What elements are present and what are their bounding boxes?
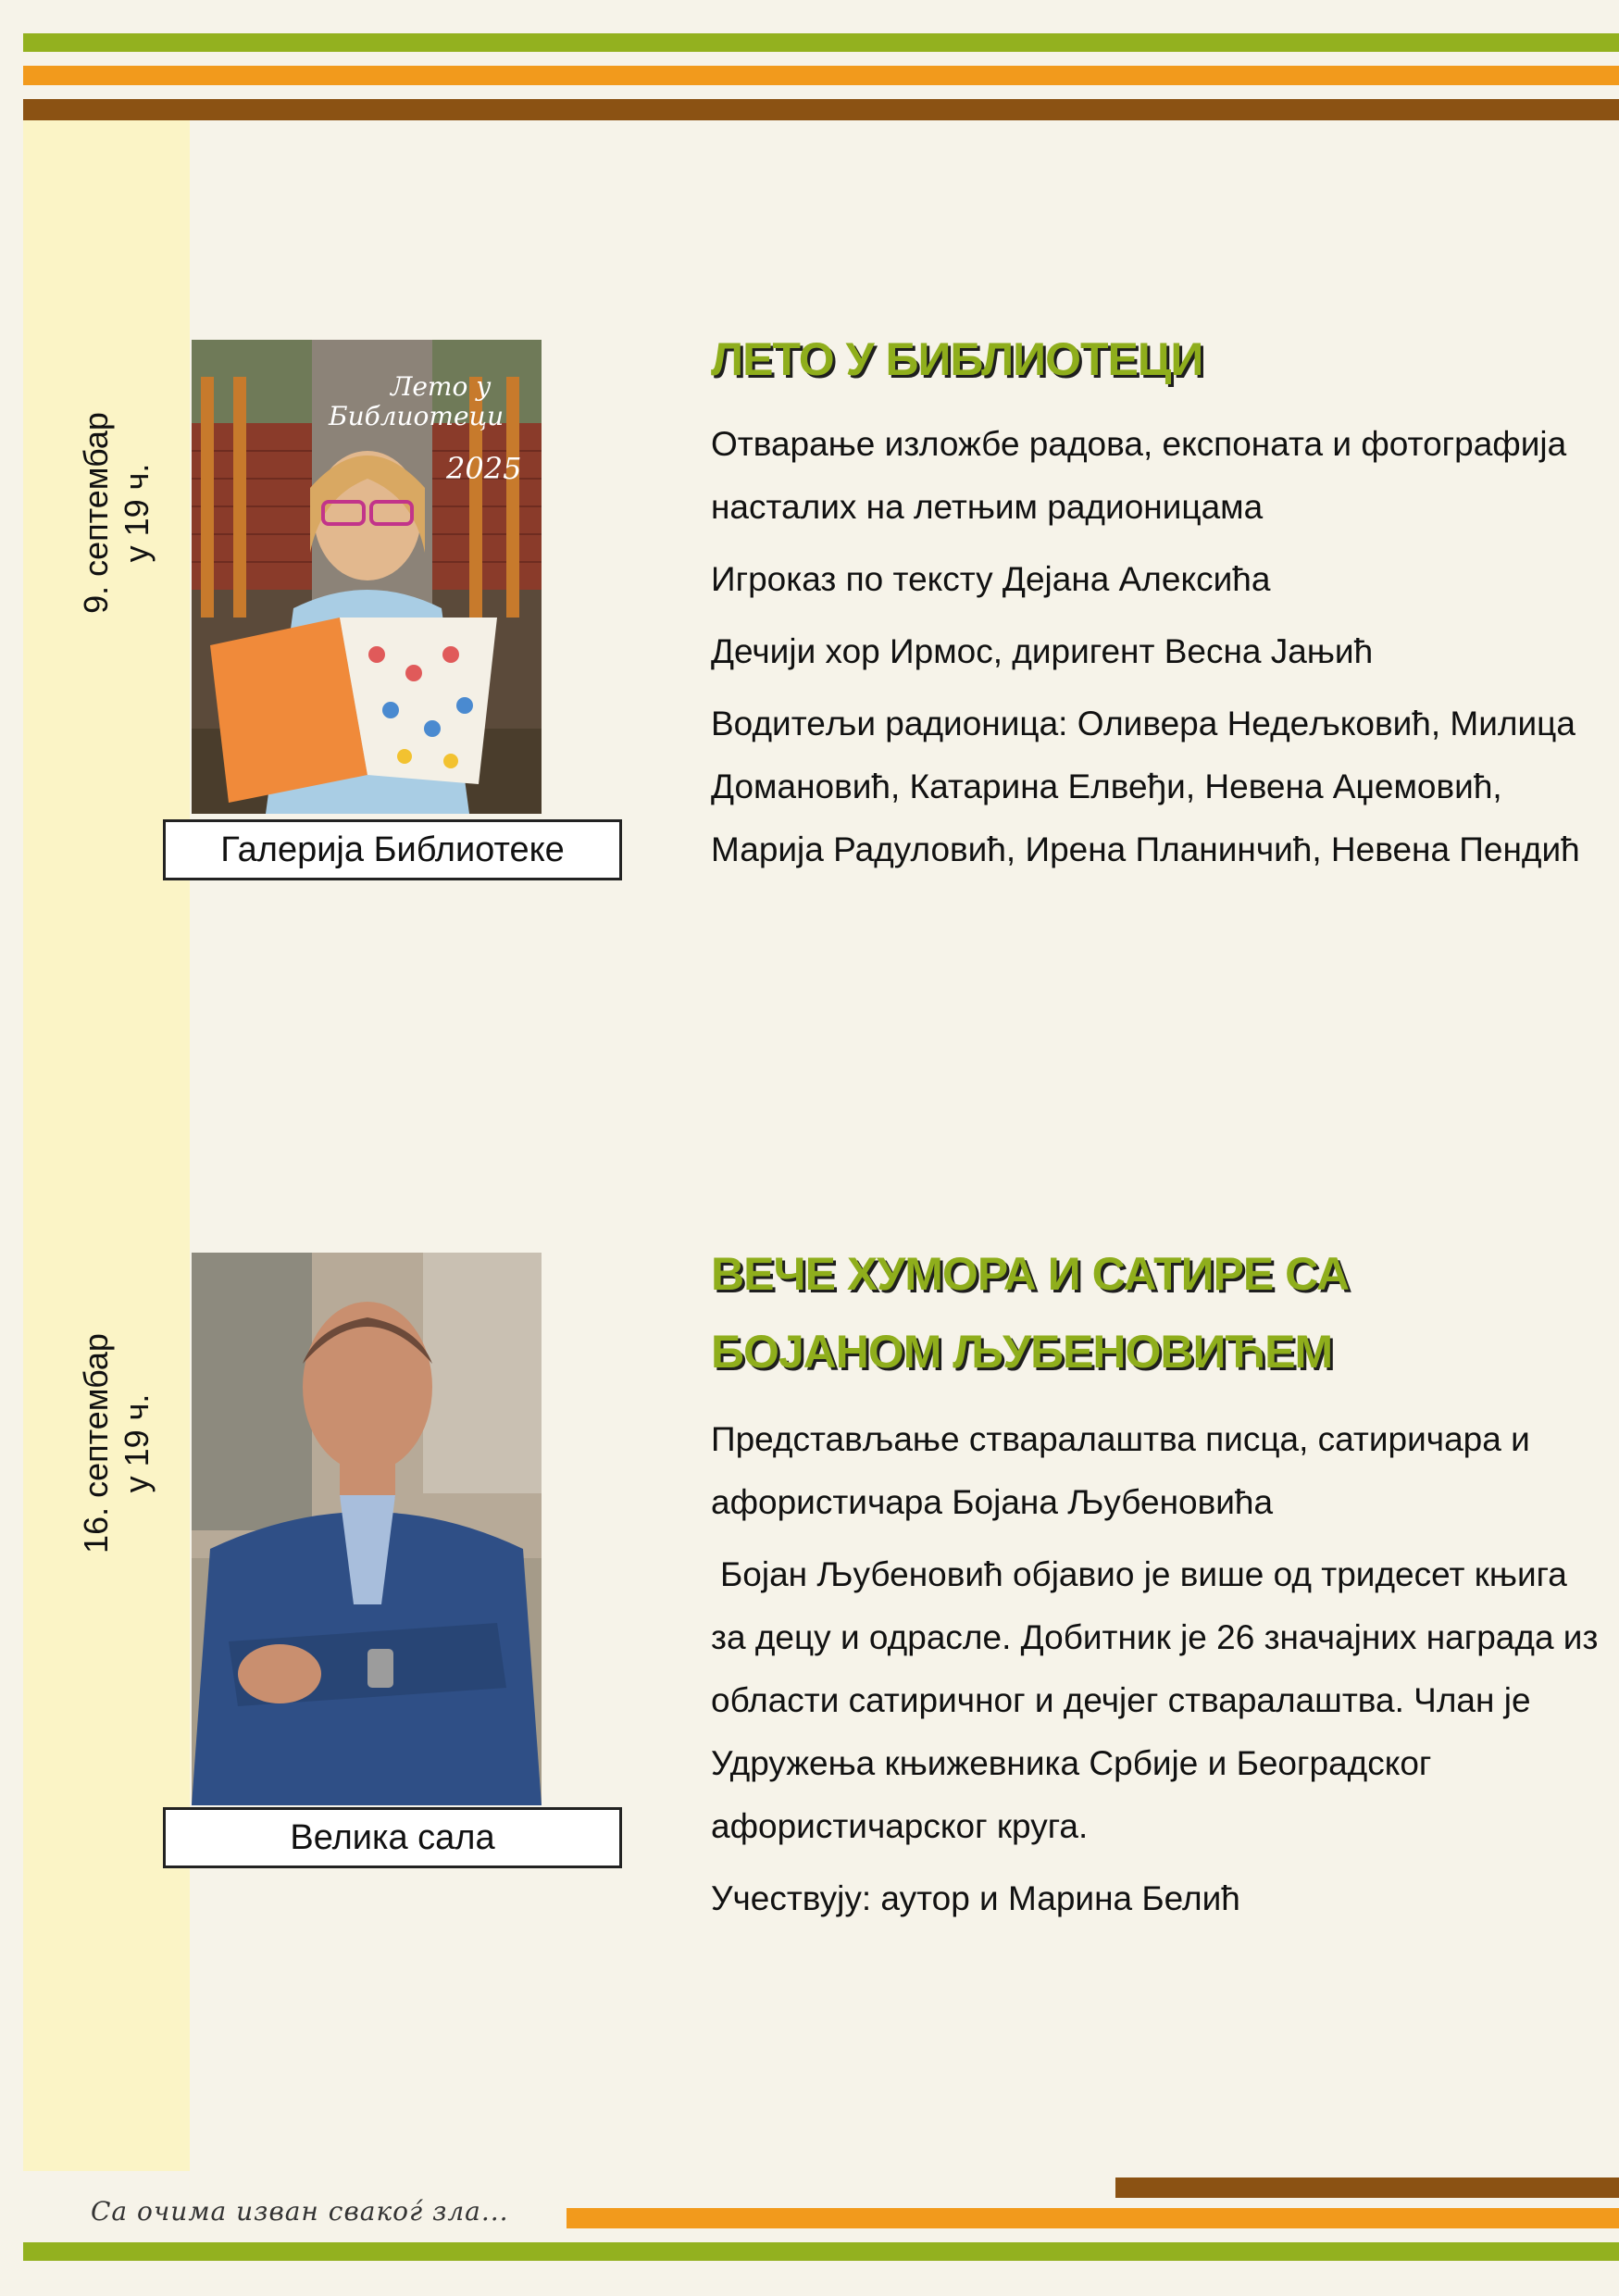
event-venue: Галерија Библиотеке: [163, 819, 622, 880]
event-paragraph: Учествују: аутор и Марина Белић: [711, 1879, 1240, 1917]
event-venue: Велика сала: [163, 1807, 622, 1868]
event-date-day: 9. септембар: [77, 412, 115, 614]
event-paragraph: Игроказ по тексту Дејана Алексића: [711, 560, 1271, 598]
event-date: [76, 1304, 157, 1582]
top-brown-bar: [23, 99, 1619, 120]
event-title: ЛЕТО У БИБЛИОТЕЦИ: [711, 333, 1203, 385]
event-date: [76, 374, 157, 652]
bottom-orange-bar: [567, 2208, 1619, 2228]
photo-caption-line1: Лето у: [391, 371, 492, 402]
bottom-brown-bar: [1115, 2177, 1619, 2198]
footer-motto: Са очима изван свакоѓ зла...: [91, 2196, 509, 2227]
event-date-time: у 19 ч.: [118, 463, 156, 563]
event-title: [711, 1235, 1600, 1391]
event-title-line: БОЈАНОМ ЉУБЕНОВИЋЕМ: [711, 1326, 1333, 1378]
event-description: [711, 413, 1600, 891]
event-paragraph: Представљање стваралаштва писца, сатиричара и афористичара Бојана Љубеновића: [711, 1420, 1530, 1521]
event-paragraph: Дечији хор Ирмос, диригент Весна Јањић: [711, 632, 1374, 670]
author-photo: [192, 1253, 542, 1805]
top-green-bar: [23, 33, 1619, 52]
event-date-day: 16. септембар: [77, 1333, 115, 1554]
event-title-line: ВЕЧЕ ХУМОРА И САТИРЕ СА: [711, 1248, 1350, 1300]
top-orange-bar: [23, 66, 1619, 85]
event-date-time: у 19 ч.: [118, 1393, 156, 1493]
event-paragraph: Бојан Љубеновић објавио је више од тридесет књига за децу и одрасле. Добитник је 26 значајних награда из области сатиричног и дечјег стваралаштва. Члан је Удружења књижевника Србије и Београдског афористичарског круга.: [711, 1555, 1599, 1845]
event-photo-girl-reading: [192, 340, 542, 814]
event-paragraph: Отварање изложбе радова, експоната и фотографија насталих на летњим радионицама: [711, 425, 1567, 526]
bottom-green-bar: [23, 2242, 1619, 2261]
event-description: [711, 1408, 1600, 1940]
photo-caption-line2: Библиотеци: [329, 401, 504, 431]
event-paragraph: Водитељи радионица: Оливера Недељковић, Милица Домановић, Катарина Елвеђи, Невена Аџемовић, Марија Радуловић, Ирена Планинчић, Невена Пендић: [711, 705, 1580, 868]
photo-caption-year: 2025: [446, 451, 522, 486]
